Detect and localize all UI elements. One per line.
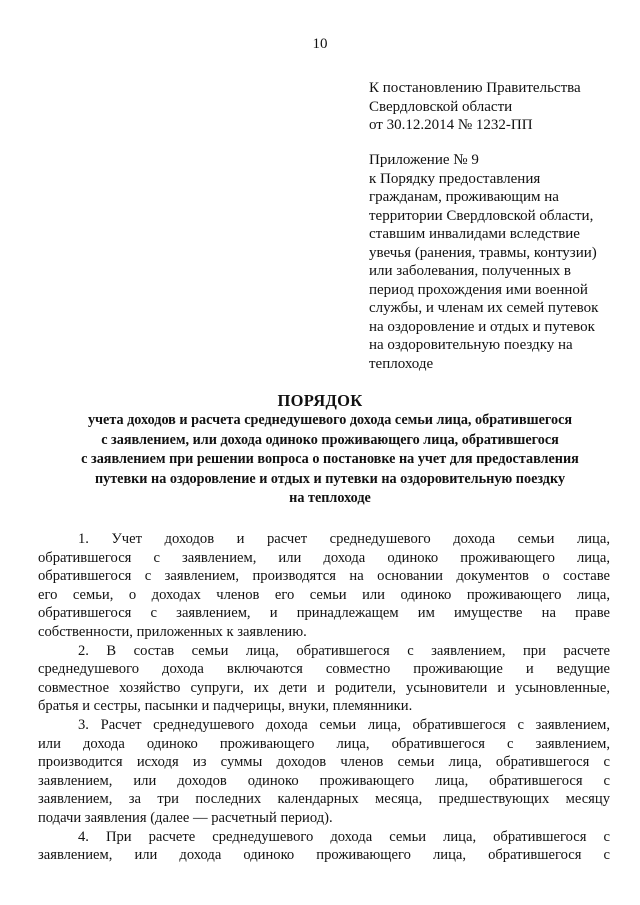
document-subtitle — [60, 411, 600, 509]
paragraph-line: заявлением, за три последних календарных месяца, предшествующих месяцу — [38, 791, 610, 808]
paragraph-line: обратившегося с заявлением, производятся на основании документов о составе — [38, 568, 610, 585]
paragraph-line: его семьи, о доходах членов его семьи или одиноко проживающего лица, — [38, 586, 610, 603]
subtitle-line: на теплоходе — [289, 490, 371, 506]
subtitle-line: учета доходов и расчета среднедушевого дохода семьи лица, обратившегося — [87, 412, 573, 428]
subtitle-line: путевки на оздоровление и отдых и путевки на оздоровительную поездку — [94, 470, 566, 487]
appendix-line: службы, и членам их семей путевок — [369, 300, 599, 316]
paragraph-line: среднедушевого дохода включаются совместно проживающие и ведущие — [38, 661, 610, 678]
paragraph-line: 3. Расчет среднедушевого дохода семьи лица, обратившегося с заявлением, — [78, 716, 610, 733]
subtitle-line: с заявлением при решении вопроса о постановке на учет для предоставления — [81, 451, 579, 467]
appendix-line: теплоходе — [369, 355, 434, 372]
paragraph — [38, 828, 610, 865]
paragraph-line: производится исходя из суммы доходов членов семьи лица, обратившегося с — [38, 754, 610, 771]
header-line: К постановлению Правительства — [369, 80, 581, 96]
appendix-line: гражданам, проживающим на — [369, 189, 559, 205]
appendix-line: или заболевания, полученных в — [369, 263, 571, 279]
paragraph-line: подачи заявления (далее — расчетный период). — [38, 809, 333, 826]
document-title: ПОРЯДОК — [277, 391, 363, 410]
appendix-line: увечья (ранения, травмы, контузии) — [369, 244, 597, 261]
paragraph-line: заявлением, или дохода одиноко проживающего лица, обратившегося с — [38, 847, 610, 864]
appendix-line: Приложение № 9 — [369, 152, 479, 168]
paragraph-line: братья и сестры, пасынки и падчерицы, внуки, племянники. — [38, 698, 413, 715]
paragraph — [38, 716, 610, 828]
subtitle-line: с заявлением, или дохода одиноко проживающего лица, обратившегося — [101, 431, 559, 448]
document-body — [38, 530, 610, 865]
paragraph-line: обратившегося с заявлением, или дохода одиноко проживающего лица, — [38, 549, 610, 566]
header-line: от 30.12.2014 № 1232-ПП — [369, 117, 533, 133]
appendix-line: на оздоровление и отдых и путевок — [369, 318, 595, 335]
appendix-line: к Порядку предоставления — [369, 170, 541, 187]
appendix-line: территории Свердловской области, — [369, 207, 594, 224]
paragraph — [38, 530, 610, 642]
paragraph — [38, 642, 610, 716]
page-number: 10 — [312, 36, 328, 52]
appendix-line: период прохождения ими военной — [369, 281, 588, 298]
paragraph-line: или дохода одиноко проживающего лица, обратившегося с заявлением, — [38, 735, 610, 752]
paragraph-line: заявлением, или доходов одиноко проживающего лица, обратившегося с — [38, 772, 610, 789]
paragraph-line: 2. В состав семьи лица, обратившегося с заявлением, при расчете — [78, 642, 610, 659]
resolution-reference — [369, 79, 619, 135]
paragraph-line: 4. При расчете среднедушевого дохода семьи лица, обратившегося с — [78, 828, 610, 845]
paragraph-line: 1. Учет доходов и расчет среднедушевого дохода семьи лица, — [78, 531, 610, 547]
appendix-line: ставшим инвалидами вследствие — [369, 226, 580, 242]
header-line: Свердловской области — [369, 98, 513, 115]
paragraph-line: совместное хозяйство супруги, их дети и родители, усыновители и усыновленные, — [38, 679, 610, 696]
appendix-reference — [369, 151, 619, 373]
paragraph-line: обратившегося с заявлением, и принадлежащем им имуществе на праве — [38, 605, 610, 622]
appendix-line: на оздоровительную поездку на — [369, 337, 573, 353]
paragraph-line: собственности, приложенных к заявлению. — [38, 623, 307, 640]
